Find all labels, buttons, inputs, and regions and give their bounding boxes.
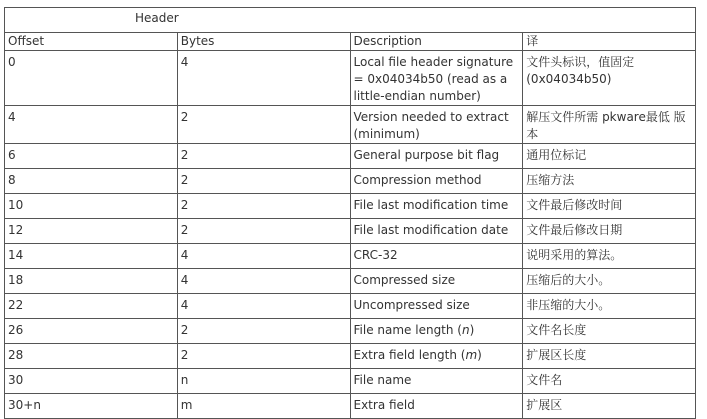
cell-translation: 文件最后修改时间	[523, 194, 696, 219]
cell-translation: 非压缩的大小。	[523, 294, 696, 319]
cell-description: File last modification date	[350, 219, 523, 244]
column-header-description: Description	[350, 33, 523, 51]
table-row	[5, 194, 696, 219]
cell-translation: 文件名长度	[523, 319, 696, 344]
cell-description: Compressed size	[350, 269, 523, 294]
cell-offset: 30+n	[5, 394, 178, 419]
cell-offset: 14	[5, 244, 178, 269]
table-title-row	[5, 8, 696, 33]
table-row	[5, 219, 696, 244]
zip-header-table-wrapper	[4, 7, 696, 419]
cell-offset: 12	[5, 219, 178, 244]
cell-description: Extra field length (m)	[350, 344, 523, 369]
cell-translation: 文件头标识，值固定(0x04034b50)	[523, 51, 696, 106]
cell-bytes: 4	[177, 244, 350, 269]
cell-description: Compression method	[350, 169, 523, 194]
cell-description: File name length (n)	[350, 319, 523, 344]
cell-description: Uncompressed size	[350, 294, 523, 319]
cell-bytes: 2	[177, 344, 350, 369]
cell-offset: 10	[5, 194, 178, 219]
table-row	[5, 244, 696, 269]
cell-offset: 28	[5, 344, 178, 369]
cell-description: Version needed to extract (minimum)	[350, 106, 523, 144]
table-row	[5, 169, 696, 194]
table-row	[5, 144, 696, 169]
table-row	[5, 269, 696, 294]
cell-bytes: 4	[177, 294, 350, 319]
table-body	[5, 51, 696, 419]
table-row	[5, 51, 696, 106]
cell-bytes: n	[177, 369, 350, 394]
table-row	[5, 369, 696, 394]
cell-description: Local file header signature = 0x04034b50 (read as a little-endian number)	[350, 51, 523, 106]
cell-bytes: 4	[177, 269, 350, 294]
cell-offset: 0	[5, 51, 178, 106]
variable-symbol: m	[465, 348, 478, 362]
column-header-row	[5, 33, 696, 51]
variable-symbol: n	[462, 323, 470, 337]
cell-translation: 文件最后修改日期	[523, 219, 696, 244]
cell-translation: 扩展区长度	[523, 344, 696, 369]
cell-offset: 8	[5, 169, 178, 194]
cell-offset: 30	[5, 369, 178, 394]
table-row	[5, 106, 696, 144]
table-row	[5, 294, 696, 319]
cell-offset: 4	[5, 106, 178, 144]
table-row	[5, 394, 696, 419]
cell-translation: 扩展区	[523, 394, 696, 419]
table-row	[5, 319, 696, 344]
cell-offset: 6	[5, 144, 178, 169]
table-title: Header	[5, 8, 696, 33]
cell-offset: 18	[5, 269, 178, 294]
cell-bytes: 2	[177, 106, 350, 144]
cell-translation: 解压文件所需 pkware最低 版本	[523, 106, 696, 144]
zip-header-table	[4, 7, 696, 419]
cell-bytes: m	[177, 394, 350, 419]
column-header-bytes: Bytes	[177, 33, 350, 51]
cell-description: File name	[350, 369, 523, 394]
cell-translation: 压缩方法	[523, 169, 696, 194]
cell-translation: 说明采用的算法。	[523, 244, 696, 269]
cell-description: Extra field	[350, 394, 523, 419]
cell-translation: 文件名	[523, 369, 696, 394]
cell-bytes: 2	[177, 169, 350, 194]
column-header-translation: 译	[523, 33, 696, 51]
cell-bytes: 2	[177, 219, 350, 244]
cell-description: General purpose bit flag	[350, 144, 523, 169]
cell-translation: 压缩后的大小。	[523, 269, 696, 294]
cell-translation: 通用位标记	[523, 144, 696, 169]
cell-bytes: 2	[177, 144, 350, 169]
cell-bytes: 2	[177, 194, 350, 219]
cell-description: CRC-32	[350, 244, 523, 269]
column-header-offset: Offset	[5, 33, 178, 51]
cell-bytes: 4	[177, 51, 350, 106]
cell-offset: 22	[5, 294, 178, 319]
table-row	[5, 344, 696, 369]
cell-bytes: 2	[177, 319, 350, 344]
cell-description: File last modification time	[350, 194, 523, 219]
cell-offset: 26	[5, 319, 178, 344]
